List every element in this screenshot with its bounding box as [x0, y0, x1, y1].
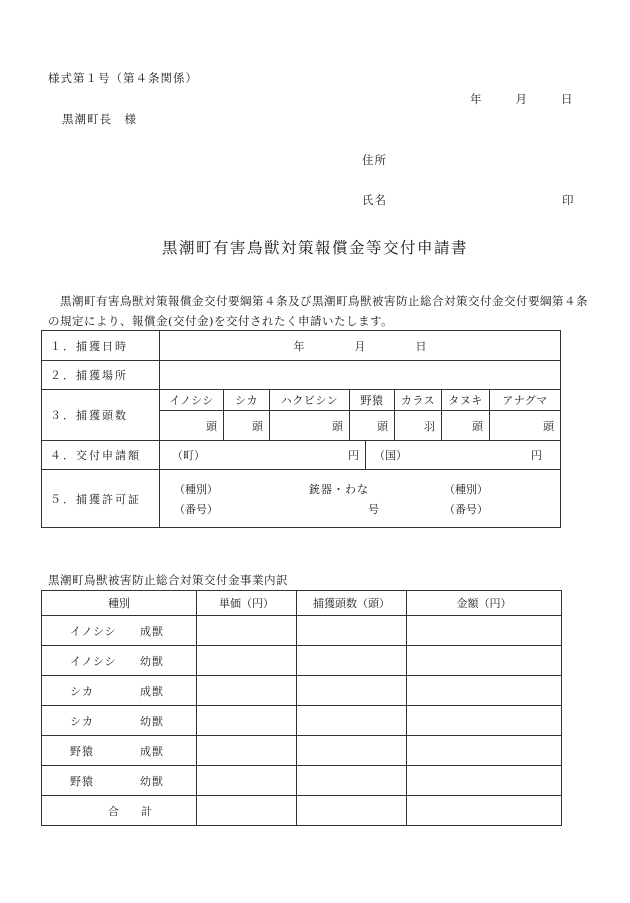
head-count-field[interactable] [297, 616, 407, 646]
animal-header-crow: カラス [395, 390, 442, 411]
unit-price-field[interactable] [197, 766, 297, 796]
table-row [42, 736, 562, 766]
capture-permit-label: ５．捕獲許可証 [42, 470, 160, 528]
animal-name: 野猿 [70, 774, 94, 788]
national-amount-label: （国） [374, 449, 407, 462]
count-monkey-field[interactable] [350, 411, 395, 441]
application-table [41, 330, 561, 528]
header-unit-price: 単価（円） [197, 591, 297, 616]
total-row [42, 796, 562, 826]
capture-count-header-row [42, 390, 561, 411]
unit-head: 頭 [332, 419, 343, 433]
applicant-address-label: 住所 [362, 153, 387, 167]
animal-name: イノシシ [70, 624, 117, 638]
animal-name: シカ [70, 684, 94, 698]
table-row [42, 616, 562, 646]
total-amount-field[interactable] [407, 796, 562, 826]
application-date [470, 91, 573, 107]
statement-text: 黒潮町有害鳥獣対策報償金交付要綱第４条及び黒潮町鳥獣被害防止総合対策交付金交付要綱第４条の規定により、報償金(交付金)を交付されたく申請いたします。 [48, 294, 588, 328]
permit-number-label-2: （番号） [444, 502, 488, 516]
category-cell [42, 646, 197, 676]
head-count-field[interactable] [297, 676, 407, 706]
table-row [42, 676, 562, 706]
unit-head: 頭 [543, 419, 554, 433]
permit-method-label: 銃器・わな [309, 482, 369, 496]
total-head-count-field[interactable] [297, 796, 407, 826]
permit-number-suffix: 号 [368, 502, 379, 516]
capture-day-label: 日 [415, 339, 427, 353]
amount-field[interactable] [407, 676, 562, 706]
breakdown-table [41, 590, 562, 826]
amount-field[interactable] [407, 766, 562, 796]
capture-count-label: ３．捕獲頭数 [42, 390, 160, 441]
head-count-field[interactable] [297, 766, 407, 796]
header-amount: 金額（円） [407, 591, 562, 616]
application-statement [48, 291, 588, 331]
count-civet-field[interactable] [270, 411, 350, 441]
date-day-label: 日 [561, 92, 573, 106]
unit-head: 頭 [206, 419, 217, 433]
breakdown-header-row [42, 591, 562, 616]
unit-head: 頭 [377, 419, 388, 433]
category-cell [42, 616, 197, 646]
category-cell [42, 736, 197, 766]
animal-header-monkey: 野猿 [350, 390, 395, 411]
animal-header-raccoon-dog: タヌキ [442, 390, 490, 411]
head-count-field[interactable] [297, 736, 407, 766]
total-unit-price-field[interactable] [197, 796, 297, 826]
capture-location-row [42, 361, 561, 390]
animal-header-badger: アナグマ [490, 390, 561, 411]
applicant-name-label: 氏名 [362, 193, 387, 207]
permit-number-label: （番号） [174, 502, 218, 516]
unit-head: 頭 [472, 419, 483, 433]
seal-mark: 印 [562, 193, 574, 207]
permit-type-label-2: （種別） [444, 482, 488, 496]
unit-price-field[interactable] [197, 646, 297, 676]
count-badger-field[interactable] [490, 411, 561, 441]
table-row [42, 766, 562, 796]
count-crow-field[interactable] [395, 411, 442, 441]
national-amount-field[interactable] [366, 441, 561, 470]
unit-head: 頭 [252, 419, 263, 433]
table-row [42, 646, 562, 676]
animal-name: イノシシ [70, 654, 117, 668]
animal-header-wild-boar: イノシシ [160, 390, 224, 411]
document-title: 黒潮町有害鳥獣対策報償金等交付申請書 [161, 239, 468, 257]
head-count-field[interactable] [297, 646, 407, 676]
breakdown-title: 黒潮町鳥獣被害防止総合対策交付金事業内訳 [48, 573, 288, 587]
head-count-field[interactable] [297, 706, 407, 736]
age-class: 幼獣 [140, 654, 164, 668]
capture-location-field[interactable] [160, 361, 561, 390]
addressee: 黒潮町長 様 [62, 112, 137, 126]
capture-datetime-field[interactable] [160, 331, 561, 361]
table-row [42, 706, 562, 736]
capture-permit-field[interactable] [160, 470, 561, 528]
capture-permit-row [42, 470, 561, 528]
unit-bird: 羽 [424, 419, 435, 433]
animal-header-civet: ハクビシン [270, 390, 350, 411]
unit-price-field[interactable] [197, 736, 297, 766]
header-head-count: 捕獲頭数（頭） [297, 591, 407, 616]
age-class: 成獣 [140, 744, 164, 758]
amount-field[interactable] [407, 736, 562, 766]
unit-price-field[interactable] [197, 616, 297, 646]
town-amount-field[interactable] [160, 441, 366, 470]
total-label: 合 計 [42, 796, 197, 826]
age-class: 成獣 [140, 684, 164, 698]
header-category: 種別 [42, 591, 197, 616]
national-amount-unit: 円 [531, 449, 542, 462]
animal-name: シカ [70, 714, 94, 728]
category-cell [42, 706, 197, 736]
animal-name: 野猿 [70, 744, 94, 758]
capture-location-label: ２．捕獲場所 [42, 361, 160, 390]
town-amount-label: （町） [172, 449, 205, 462]
permit-type-label: （種別） [174, 482, 218, 496]
count-raccoon-dog-field[interactable] [442, 411, 490, 441]
age-class: 幼獣 [140, 774, 164, 788]
date-year-label: 年 [470, 92, 482, 106]
form-number: 様式第１号（第４条関係） [48, 71, 198, 85]
date-month-label: 月 [515, 92, 527, 106]
town-amount-unit: 円 [348, 449, 359, 462]
category-cell [42, 676, 197, 706]
capture-datetime-label: １．捕獲日時 [42, 331, 160, 361]
requested-amount-label: ４．交付申請額 [42, 441, 160, 470]
animal-header-deer: シカ [224, 390, 270, 411]
age-class: 幼獣 [140, 714, 164, 728]
unit-price-field[interactable] [197, 676, 297, 706]
unit-price-field[interactable] [197, 706, 297, 736]
amount-field[interactable] [407, 706, 562, 736]
count-wild-boar-field[interactable] [160, 411, 224, 441]
capture-year-label: 年 [293, 339, 305, 353]
requested-amount-row [42, 441, 561, 470]
count-deer-field[interactable] [224, 411, 270, 441]
amount-field[interactable] [407, 616, 562, 646]
age-class: 成獣 [140, 624, 164, 638]
capture-datetime-row [42, 331, 561, 361]
capture-month-label: 月 [354, 339, 366, 353]
amount-field[interactable] [407, 646, 562, 676]
category-cell [42, 766, 197, 796]
